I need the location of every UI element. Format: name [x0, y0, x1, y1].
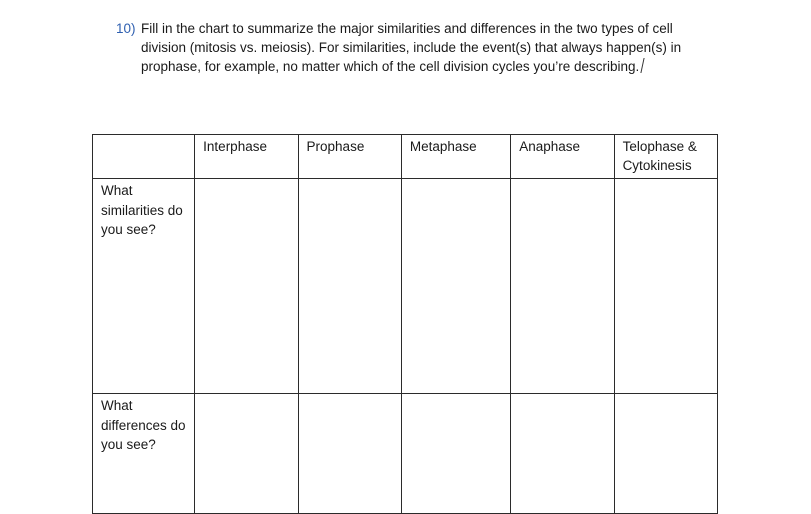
- cell-similarities-prophase[interactable]: [298, 179, 401, 394]
- text-cursor: [641, 58, 645, 73]
- header-row: [93, 135, 718, 179]
- cell-similarities-telophase[interactable]: [614, 179, 717, 394]
- cell-differences-metaphase[interactable]: [401, 394, 510, 514]
- question-text[interactable]: Fill in the chart to summarize the major similarities and differences in the two types of cell division (mitosis vs. meiosis). For similarities, include the event(s) that always happen(s) in prophase, for example, no matter which of the cell division cycles you’re describing.: [141, 21, 682, 74]
- cell-differences-interphase[interactable]: [195, 394, 298, 514]
- header-interphase[interactable]: Interphase: [195, 135, 298, 179]
- header-anaphase[interactable]: Anaphase: [511, 135, 614, 179]
- row-label-similarities[interactable]: What similarities do you see?: [93, 179, 195, 394]
- question-block: [116, 19, 716, 76]
- summary-chart: [92, 134, 718, 514]
- cell-differences-anaphase[interactable]: [511, 394, 614, 514]
- corner-cell[interactable]: [93, 135, 195, 179]
- header-prophase[interactable]: Prophase: [298, 135, 401, 179]
- header-metaphase[interactable]: Metaphase: [401, 135, 510, 179]
- differences-row: [93, 394, 718, 514]
- row-label-differences[interactable]: What differences do you see?: [93, 394, 195, 514]
- cell-differences-telophase[interactable]: [614, 394, 717, 514]
- cell-similarities-metaphase[interactable]: [401, 179, 510, 394]
- cell-differences-prophase[interactable]: [298, 394, 401, 514]
- similarities-row: [93, 179, 718, 394]
- cell-similarities-interphase[interactable]: [195, 179, 298, 394]
- question-number: 10): [116, 21, 136, 36]
- header-telophase-cytokinesis[interactable]: Telophase & Cytokinesis: [614, 135, 717, 179]
- cell-similarities-anaphase[interactable]: [511, 179, 614, 394]
